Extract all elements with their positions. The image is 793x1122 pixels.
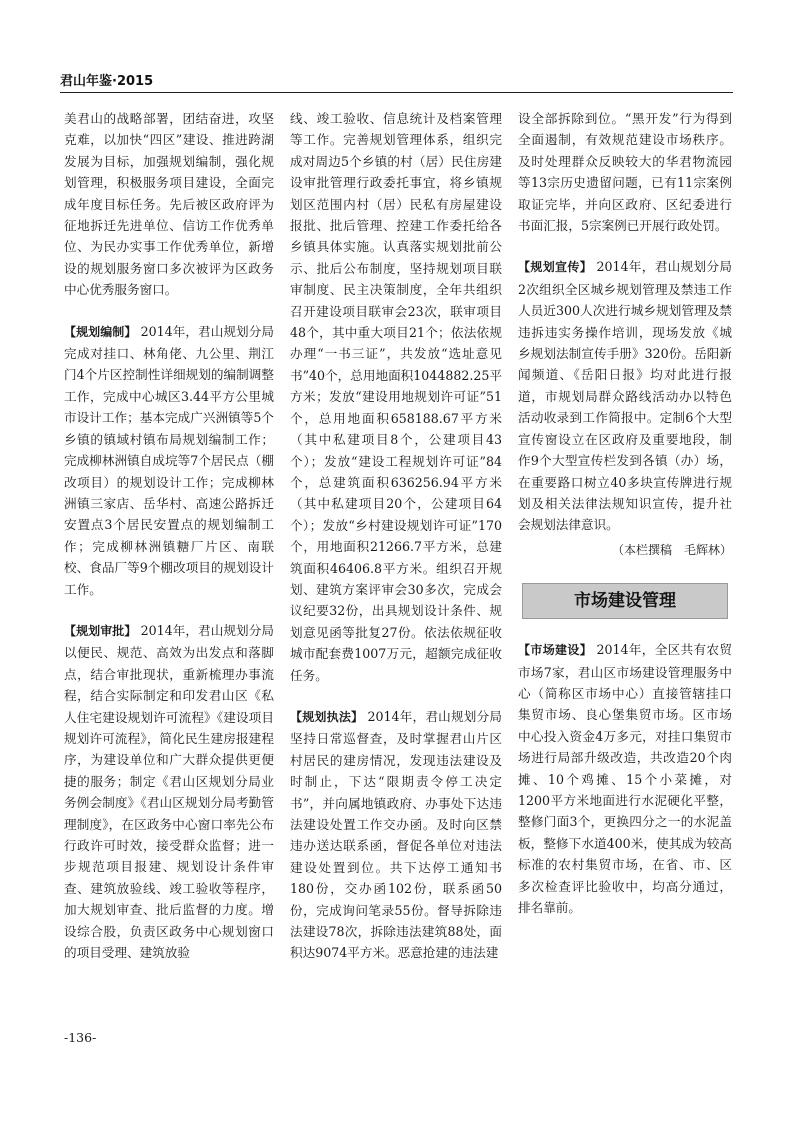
planning-compilation-text: 2014年，君山规划分局完成对挂口、林角佬、九公里、荆江门4个片区控制性详细规划的编制调整工作，完成中心城区3.44平方公里城市设计工作；基本完成广兴洲镇等5个乡镇的镇域村镇布局规划编制工作；完成柳林洲镇自成垸等7个居民点（棚改项目）的规划设计工作；完成柳林洲镇三家店、岳华村、高速公路拆迁安置点3个居民安置点的规划编制工作；完成柳林洲镇糖厂片区、南联校、食品厂等9个棚改项目的规划设计工作。 [64, 323, 274, 597]
market-construction-paragraph [518, 639, 732, 918]
planning-approval-paragraph [64, 620, 274, 964]
text-column-1 [64, 108, 274, 963]
market-construction-heading: 【市场建设】 [518, 643, 593, 658]
planning-compilation-paragraph [64, 321, 274, 600]
section-title-box: 市场建设管理 [522, 583, 728, 619]
planning-enforcement-text: 2014年，君山规划分局坚持日常巡督查，及时掌握君山片区村居民的建房情况，发现违法建设及时制止，下达“限期责令停工决定书”，并向属地镇政府、办事处下达违法建设处置工作交办函。及时向区禁违办送达联系函，督促各单位对违法建设处置到位。共下达停工通知书180份，交办函102份，联系函50份，完成询问笔录55份。督导拆除违法建设78次，拆除违法建筑88处，面积达9074平方米。恶意抢建的违法建 [290, 708, 502, 961]
running-header: 君山年鉴·2015 [60, 74, 154, 89]
intro-paragraph: 美君山的战略部署，团结奋进，攻坚克难，以加快“四区”建设、推进跨湖发展为目标，加强规划编制，强化规划管理，积极服务项目建设，全面完成年度目标任务。先后被区政府评为征地拆迁先进单位、信访工作优秀单位、为民办实事工作优秀单位，新增设的规划服务窗口多次被评为区政务中心优秀服务窗口。 [64, 111, 274, 298]
planning-enforcement-heading: 【规划执法】 [290, 709, 364, 724]
planning-enforcement-paragraph [290, 706, 502, 964]
text-column-3 [518, 108, 732, 918]
planning-approval-text: 2014年，君山规划分局以便民、规范、高效为出发点和落脚点，结合审批现状，重新梳理办事流程，结合实际制定和印发君山区《私人住宅建设规划许可流程》《建设项目规划许可流程》，简化民生建房报建程序，为建设单位和广大群众提供更便捷的服务；制定《君山区规划分局业务例会制度》《君山区规划分局考勤管理制度》，在区政务中心窗口率先公布行政许可时效，接受群众监督；进一步规范项目报建、规划设计条件审查、建筑放验线、竣工验收等程序，加大规划审查、批后监督的力度。增设综合股，负责区政务中心规划窗口的项目受理、建筑放验 [64, 622, 274, 961]
page-number: -136- [64, 1030, 97, 1045]
planning-publicity-heading: 【规划宣传】 [518, 260, 593, 275]
text-column-2 [290, 108, 502, 964]
market-construction-text: 2014年，全区共有农贸市场7家，君山区市场建设管理服务中心（简称区市场中心）直接管辖挂口集贸市场、良心堡集贸市场。区市场中心投入资金4万多元，对挂口集贸市场进行局部升级改造，共改造20个肉摊、10个鸡摊、15个小菜摊，对1200平方米地面进行水泥硬化平整，整修门面3个，更换四分之一的水泥盖板，整修下水道400米，使其成为较高标准的农村集贸市场，在省、市、区多次检查评比验收中，均高分通过，排名靠前。 [518, 642, 732, 915]
header-divider [60, 92, 733, 93]
planning-publicity-paragraph [518, 256, 732, 535]
planning-enforcement-continued: 设全部拆除到位。“黑开发”行为得到全面遏制，有效规范建设市场秩序。及时处理群众反映较大的华君物流园等13宗历史遗留问题，已有11宗案例取证完毕，并向区政府、区纪委进行书面汇报，5宗案例已开展行政处罚。 [518, 111, 732, 234]
planning-publicity-text: 2014年，君山规划分局2次组织全区城乡规划管理及禁违工作人员近300人次进行城乡规划管理及禁违拆违实务操作培训，现场发放《城乡规划法制宣传手册》320份。岳阳新闻频道、《岳阳日报》均对此进行报道，市规划局群众路线活动办以特色活动收录到工作简报中。定制6个大型宣传窗设立在区政府及重要地段，制作9个大型宣传栏发到各镇（办）场，在重要路口树立40多块宣传牌进行规划及相关法律法规知识宣传，提升社会规划法律意识。 [518, 259, 732, 533]
planning-compilation-heading: 【规划编制】 [64, 324, 137, 339]
planning-approval-continued: 线、竣工验收、信息统计及档案管理等工作。完善规划管理体系，组织完成对周边5个乡镇的村（居）民住房建设审批管理行政委托事宜，将乡镇规划区范围内村（居）民私有房屋建设报批、批后管理、控建工作委托给各乡镇具体实施。认真落实规划批前公示、批后公布制度，坚持规划项目联审制度、民主决策制度，全年共组织召开建设项目联审会23次，联审项目48个，其中重大项目21个；依法依规办理“一书三证”，共发放“选址意见书”40个，总用地面积1044882.25平方米；发放“建设用地规划许可证”51个，总用地面积658188.67平方米（其中私建项目8个，公建项目43个）；发放“建设工程规划许可证”84个，总建筑面积636256.94平方米（其中私建项目20个，公建项目64个）；发放“乡村建设规划许可证”170个，用地面积21266.7平方米，总建筑面积46406.8平方米。组织召开规划、建筑方案评审会30多次，完成会议纪要32份，出具规划设计条件、规划意见函等批复27份。依法依规征收城市配套费1007万元，超额完成征收任务。 [290, 111, 502, 683]
author-credit: （本栏撰稿 毛辉林） [611, 542, 732, 557]
planning-approval-heading: 【规划审批】 [64, 623, 137, 638]
